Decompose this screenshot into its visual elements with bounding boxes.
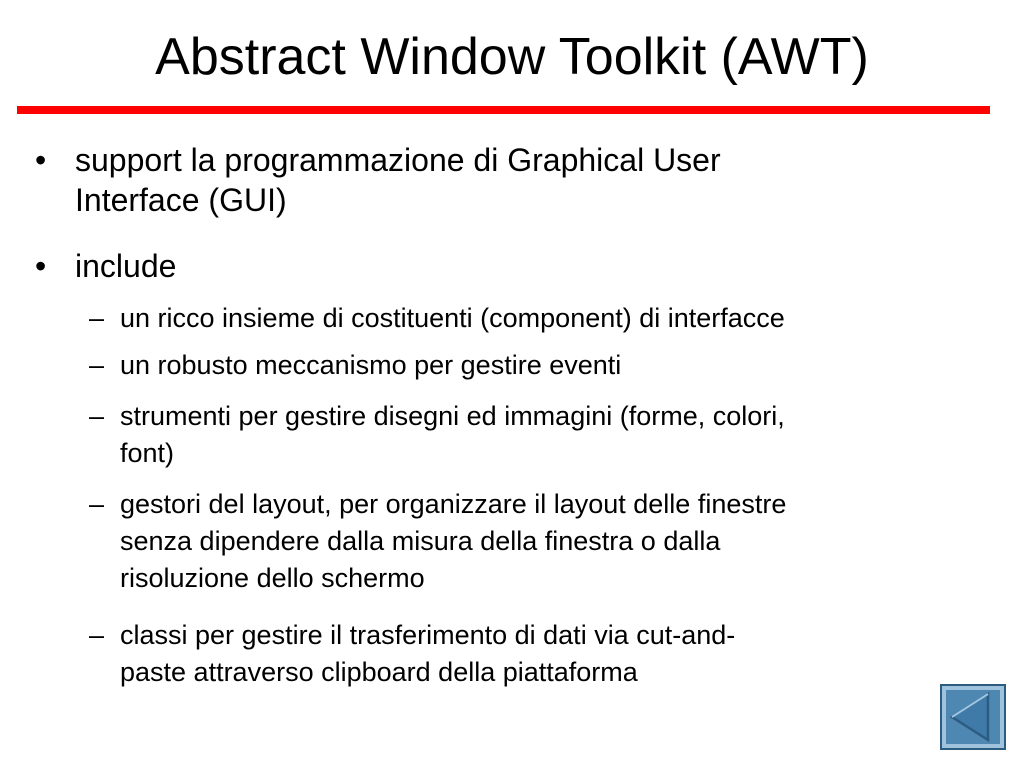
sub-bullet-marker: – bbox=[89, 303, 105, 333]
sub-bullet-layout-managers bbox=[89, 486, 787, 597]
title-underline-bar bbox=[17, 106, 990, 114]
sub-bullet-clipboard bbox=[89, 617, 736, 691]
sub-bullet-graphics bbox=[89, 398, 785, 472]
sub-bullet-text-line: classi per gestire il trasferimento di dati via cut-and- bbox=[120, 620, 736, 650]
sub-bullet-components bbox=[89, 300, 785, 337]
sub-bullet-text-line: paste attraverso clipboard della piattaforma bbox=[120, 657, 638, 687]
bullet-text-line: support la programmazione di Graphical User bbox=[75, 142, 721, 178]
bullet-marker: • bbox=[35, 248, 47, 284]
sub-bullet-marker: – bbox=[89, 401, 105, 431]
sub-bullet-text-line: risoluzione dello schermo bbox=[120, 563, 425, 593]
sub-bullet-text-line: font) bbox=[120, 438, 175, 468]
sub-bullet-text-line: senza dipendere dalla misura della finestra o dalla bbox=[120, 526, 721, 556]
sub-bullet-text-line: un ricco insieme di costituenti (component) di interfacce bbox=[120, 303, 785, 333]
sub-bullet-text-line: un robusto meccanismo per gestire eventi bbox=[120, 350, 622, 380]
sub-bullet-text-line: strumenti per gestire disegni ed immagini (forme, colori, bbox=[120, 401, 785, 431]
bullet-text-line: include bbox=[75, 248, 177, 284]
sub-bullet-marker: – bbox=[89, 350, 105, 380]
slide-title: Abstract Window Toolkit (AWT) bbox=[155, 28, 869, 86]
sub-bullet-marker: – bbox=[89, 620, 105, 650]
bullet-text-line: Interface (GUI) bbox=[75, 182, 287, 218]
back-navigation-button[interactable] bbox=[940, 684, 1006, 750]
sub-bullet-text-line: gestori del layout, per organizzare il layout delle finestre bbox=[120, 489, 787, 519]
title-underline bbox=[17, 106, 990, 114]
bullet-support-gui bbox=[35, 140, 721, 220]
bullet-include bbox=[35, 246, 177, 286]
sub-bullet-marker: – bbox=[89, 489, 105, 519]
bullet-marker: • bbox=[35, 142, 47, 178]
sub-bullet-events bbox=[89, 347, 622, 384]
